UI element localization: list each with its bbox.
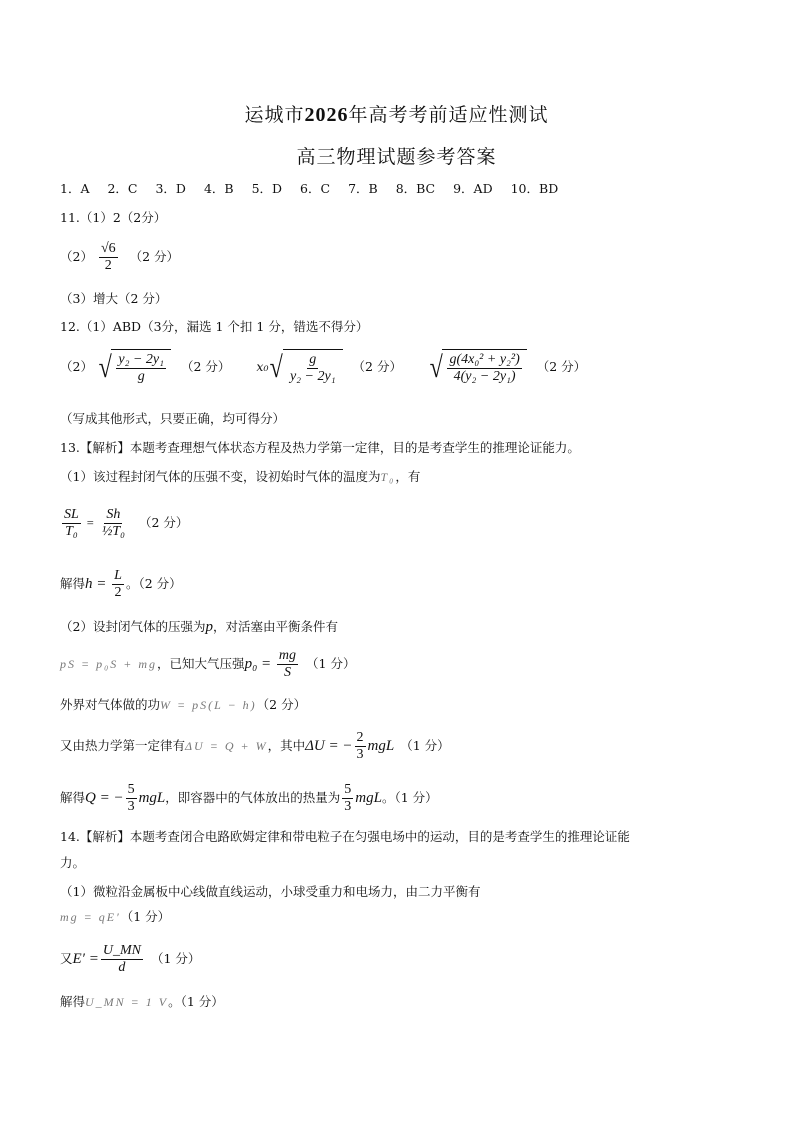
fraction-numerator: 5 [127,782,135,797]
q12-part1: 12.（1）ABD（3分，漏选 1 个扣 1 分，错选不得分） [60,319,369,334]
sqrt-formula-1: √ $\frac{\text{y₂ − 2y₁}}{g}$ [97,349,171,387]
fraction-denominator: 2 [104,258,112,273]
q13-intro: 13.【解析】本题考查理想气体状态方程及热力学第一定律，目的是考查学生的推理论证能力。 [60,440,580,455]
fraction-denominator: S [283,665,291,680]
q14-solution [60,993,224,1011]
page-subtitle: 高三物理试题参考答案 [296,146,497,168]
q14-intro-line1: 14.【解析】本题考查闭合电路欧姆定律和带电粒子在匀强电场中的运动，目的是考查学生的推理论证能 [60,829,630,844]
q13-first-law [60,728,450,764]
fraction-denominator: ½T₀ [101,524,125,539]
points: （1 分） [120,909,171,924]
fraction-numerator: L [114,568,122,583]
q13-equation-1: $\frac{SL}{\text{T₀}}$ = $\frac{Sh}{\text{½T₀}}$ （2 分） [64,507,189,539]
mc-answer: 5．D [251,181,283,196]
points: （2 分） [138,515,189,530]
first-law-prefix: 又由热力学第一定律有 [60,738,186,753]
fraction-denominator: g [137,369,145,384]
fraction-denominator: y₂ − 2y₁ [289,369,336,384]
mc-answer: 4．B [203,181,234,196]
equation-prefix: 又 [60,951,73,966]
title-prefix: 运城市 [244,104,305,126]
variable: Q = − [85,790,124,806]
variable: T₀ [380,470,396,484]
title-year: 2026 [304,104,349,126]
variable: mgL [138,790,166,806]
variable: E′ = [72,951,99,967]
q14-part1: （1）微粒沿金属板中心线做直线运动，小球受重力和电场力，由二力平衡有 [60,884,481,899]
sqrt-formula-3: √ $\frac{\text{g(4x₀² + y₂²)}}{\text{4(y₂ − 2y₁)}}$ [428,349,527,387]
q13-part1-end: ，有 [395,469,421,484]
equation: ΔU = Q + W [185,739,268,753]
solution-prefix: 解得 [60,576,86,591]
fraction-numerator: mg [278,648,297,663]
q11-part3: （3）增大（2 分） [60,291,168,306]
variable: p [205,619,213,635]
q14-intro-line2: 力。 [60,855,86,870]
fraction-denominator: 3 [356,747,364,762]
q13-solution-2 [60,780,438,816]
points: （2 分） [129,249,180,264]
equation: pS = p₀S + mg [60,657,158,671]
fraction-numerator: 2 [356,730,364,745]
points: （2 分） [352,359,402,374]
points: 。（1 分） [381,790,438,805]
fraction-denominator: d [118,960,126,975]
points: 。（2 分） [125,576,182,591]
q11-part2 [60,239,179,275]
points: （2 分） [536,359,587,374]
mc-answer: 9．AD [453,181,493,196]
solution-prefix: 解得 [60,994,86,1009]
fraction-numerator: y₂ − 2y₁ [118,352,165,367]
q13-equation-2: pS = p₀S + mg，已知大气压强p₀ = $\frac{mg}{S}$ （1 分） [60,648,356,680]
mc-answer: 6．C [300,181,331,196]
q14-equation-2 [60,940,200,978]
variable: h [85,576,93,592]
fraction-numerator: g(4x₀² + y₂²) [449,352,520,367]
fraction-numerator: SL [64,507,79,522]
solution-prefix: 解得 [60,790,86,805]
first-law-text: ，其中 [267,738,306,753]
solution-text: ，即容器中的气体放出的热量为 [165,790,341,805]
points: （2 分） [256,697,307,712]
variable: ΔU = − [305,738,353,754]
mc-answer: 8．BC [395,181,436,196]
equation-text: ，已知大气压强 [157,656,245,671]
q11-part2-label: （2） [60,249,93,264]
points: （1 分） [150,951,201,966]
fraction-denominator: 4(y₂ − 2y₁) [453,369,516,384]
q11-part1: 11.（1）2（2分） [60,210,167,225]
q12-part2-label: （2） [60,359,93,374]
fraction-denominator: T₀ [65,524,78,539]
points: 。（1 分） [168,994,224,1009]
mc-answer: 10．BD [510,181,559,196]
q13-part2-end: ，对活塞由平衡条件有 [212,619,338,634]
mc-answer: 2．C [107,181,138,196]
mc-answers-row [60,180,572,198]
q13-part1-text: （1）该过程封闭气体的压强不变，设初始时气体的温度为 [60,469,381,484]
fraction-numerator: √6 [100,241,116,256]
variable: p₀ [244,656,258,672]
points: （1 分） [400,738,450,753]
formula-prefix: x₀ [256,359,269,374]
q13-part2 [60,618,338,636]
fraction-denominator: 3 [344,799,352,814]
mc-answer: 3．D [155,181,186,196]
work-prefix: 外界对气体做的功 [60,697,161,712]
equation: mg = qE′ [60,910,121,924]
variable: mgL [355,790,382,806]
fraction-numerator: g [309,352,317,367]
equation: W = pS(L − h) [160,698,257,712]
mc-answer: 1．A [60,181,90,196]
q14-equation-1 [60,908,170,926]
mc-answer: 7．B [348,181,378,196]
title-suffix: 年高考考前适应性测试 [348,104,549,126]
fraction-numerator: U_MN [102,943,141,958]
q12-part2 [60,347,586,387]
points: （1 分） [306,656,356,671]
variable: mgL [367,738,395,754]
equation: U_MN = 1 V [85,995,169,1009]
fraction-numerator: 5 [344,782,352,797]
page-title [0,100,793,127]
q12-note: （写成其他形式，只要正确，均可得分） [60,411,286,426]
q13-work [60,696,306,714]
fraction-numerator: Sh [106,507,121,522]
q11-fraction [99,241,118,274]
fraction-denominator: 2 [114,585,122,600]
sqrt-formula-2: √ $\frac{g}{\text{y₂ − 2y₁}}$ [268,349,342,387]
q13-part1 [60,468,420,486]
q13-solution-1: 解得h = $\frac{L}{2}$ 。（2 分） [60,568,182,600]
points: （2 分） [181,359,231,374]
fraction-denominator: 3 [127,799,135,814]
q13-part2-text: （2）设封闭气体的压强为 [60,619,206,634]
